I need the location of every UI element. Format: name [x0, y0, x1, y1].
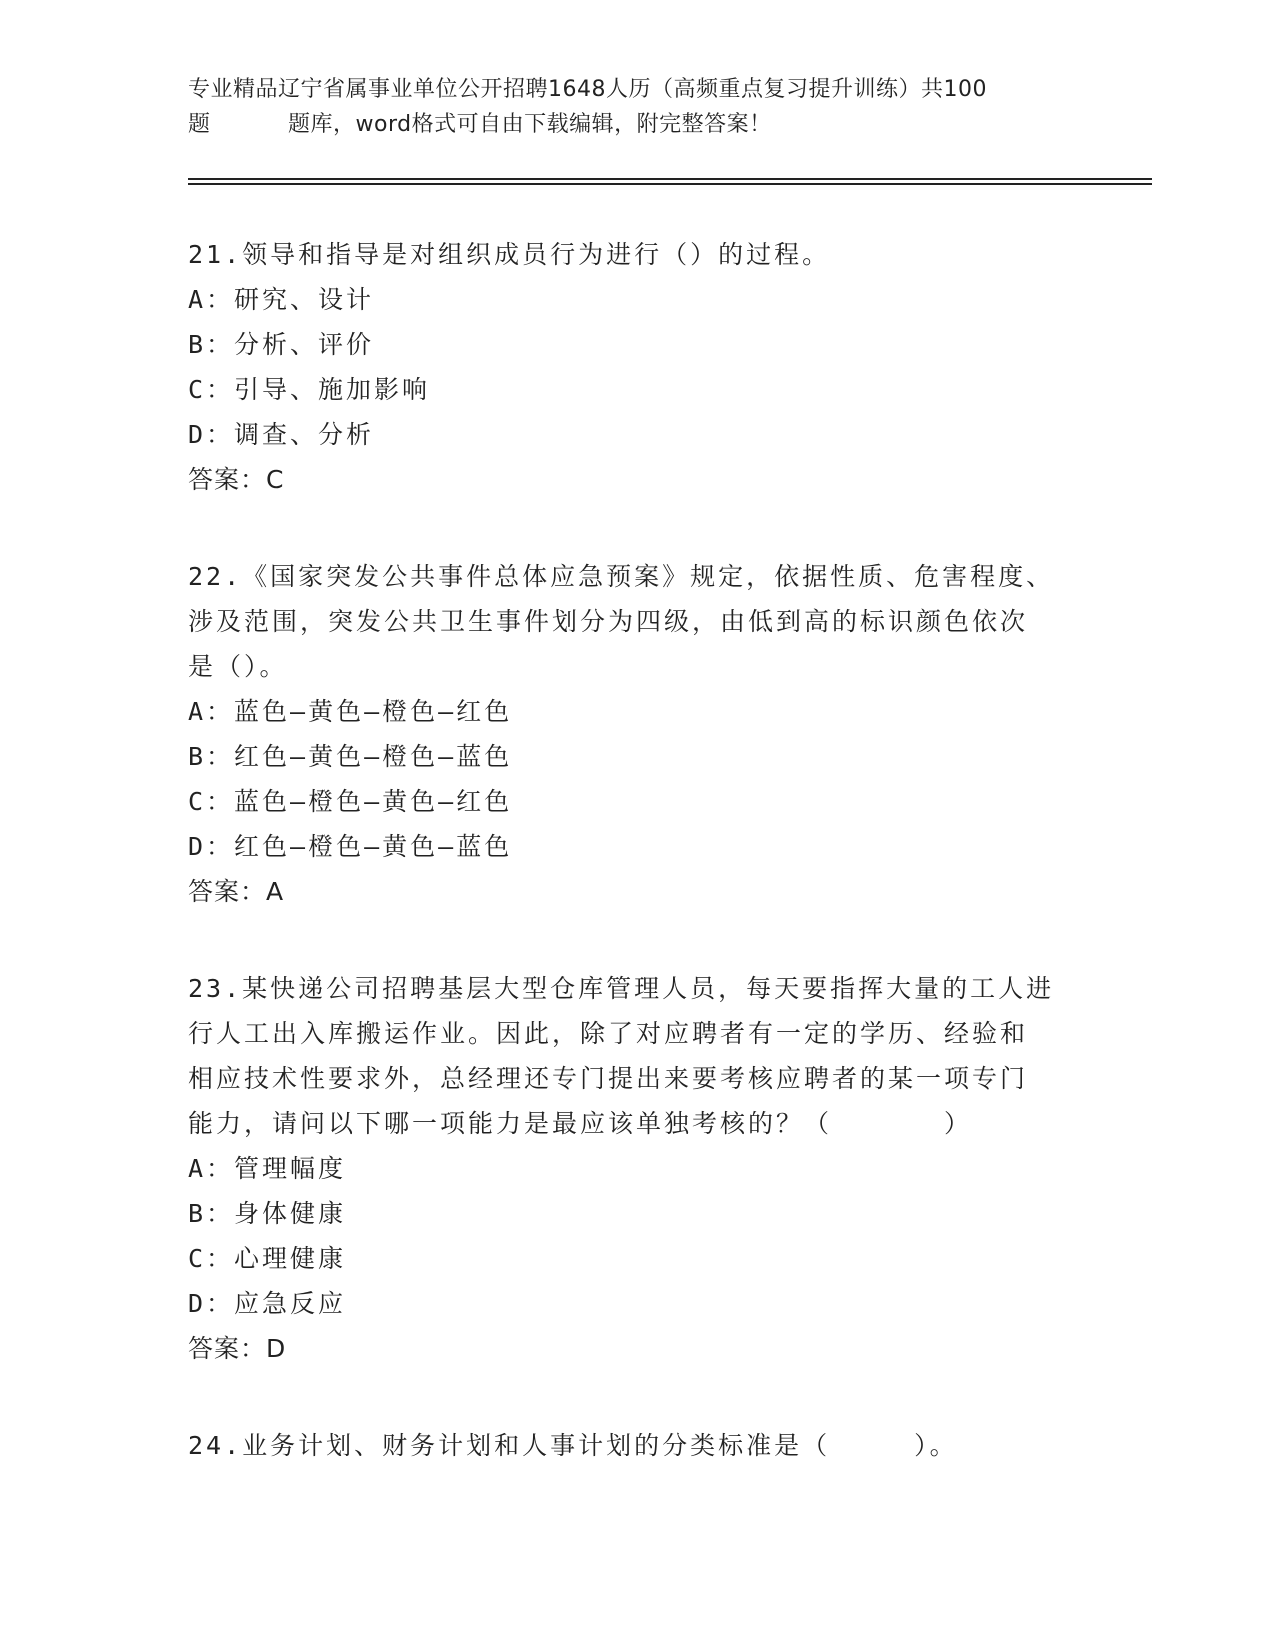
- question-text: [188, 1423, 1088, 1468]
- question-line: 22.《国家突发公共事件总体应急预案》规定，依据性质、危害程度、: [188, 562, 1055, 591]
- question-22: [188, 554, 1088, 914]
- answer: 答案：D: [188, 1334, 287, 1363]
- option-c: C：蓝色—橙色—黄色—红色: [188, 787, 513, 816]
- option-d: D：应急反应: [188, 1289, 347, 1318]
- header-line-2-text: 题库，word格式可自由下载编辑，附完整答案！: [288, 112, 772, 137]
- answer: 答案：C: [188, 465, 285, 494]
- option-d: D：红色—橙色—黄色—蓝色: [188, 832, 513, 861]
- question-line: 涉及范围，突发公共卫生事件划分为四级，由低到高的标识颜色依次: [188, 607, 1029, 636]
- question-line: 能力，请问以下哪一项能力是最应该单独考核的？（ ）: [188, 1109, 973, 1138]
- option-a: A：蓝色—黄色—橙色—红色: [188, 697, 513, 726]
- question-line: 是（）。: [188, 652, 288, 681]
- question-21: [188, 232, 1088, 502]
- document-header: [188, 72, 1088, 142]
- header-line-1: 专业精品辽宁省属事业单位公开招聘1648人历（高频重点复习提升训练）共100: [188, 77, 987, 102]
- option-a: A：研究、设计: [188, 285, 375, 314]
- question-23: [188, 966, 1088, 1371]
- question-list: [188, 232, 1088, 1520]
- option-c: C：引导、施加影响: [188, 375, 431, 404]
- option-b: B：红色—黄色—橙色—蓝色: [188, 742, 513, 771]
- question-line: 24.业务计划、财务计划和人事计划的分类标准是（ ）。: [188, 1431, 958, 1460]
- question-line: 21.领导和指导是对组织成员行为进行（）的过程。: [188, 240, 831, 269]
- header-line-2: [188, 107, 1088, 142]
- option-a: A：管理幅度: [188, 1154, 347, 1183]
- header-divider-bottom: [188, 183, 1152, 185]
- question-24: [188, 1423, 1088, 1468]
- option-b: B：身体健康: [188, 1199, 347, 1228]
- header-divider-top: [188, 178, 1152, 180]
- option-d: D：调查、分析: [188, 420, 375, 449]
- option-b: B：分析、评价: [188, 330, 375, 359]
- question-line: 23.某快递公司招聘基层大型仓库管理人员，每天要指挥大量的工人进: [188, 974, 1055, 1003]
- answer: 答案：A: [188, 877, 285, 906]
- option-c: C：心理健康: [188, 1244, 347, 1273]
- question-text: [188, 966, 1088, 1146]
- question-text: [188, 232, 1088, 277]
- header-line-2-prefix: 题: [188, 112, 211, 137]
- question-line: 行人工出入库搬运作业。因此，除了对应聘者有一定的学历、经验和: [188, 1019, 1029, 1048]
- question-line: 相应技术性要求外，总经理还专门提出来要考核应聘者的某一项专门: [188, 1064, 1029, 1093]
- question-text: [188, 554, 1088, 689]
